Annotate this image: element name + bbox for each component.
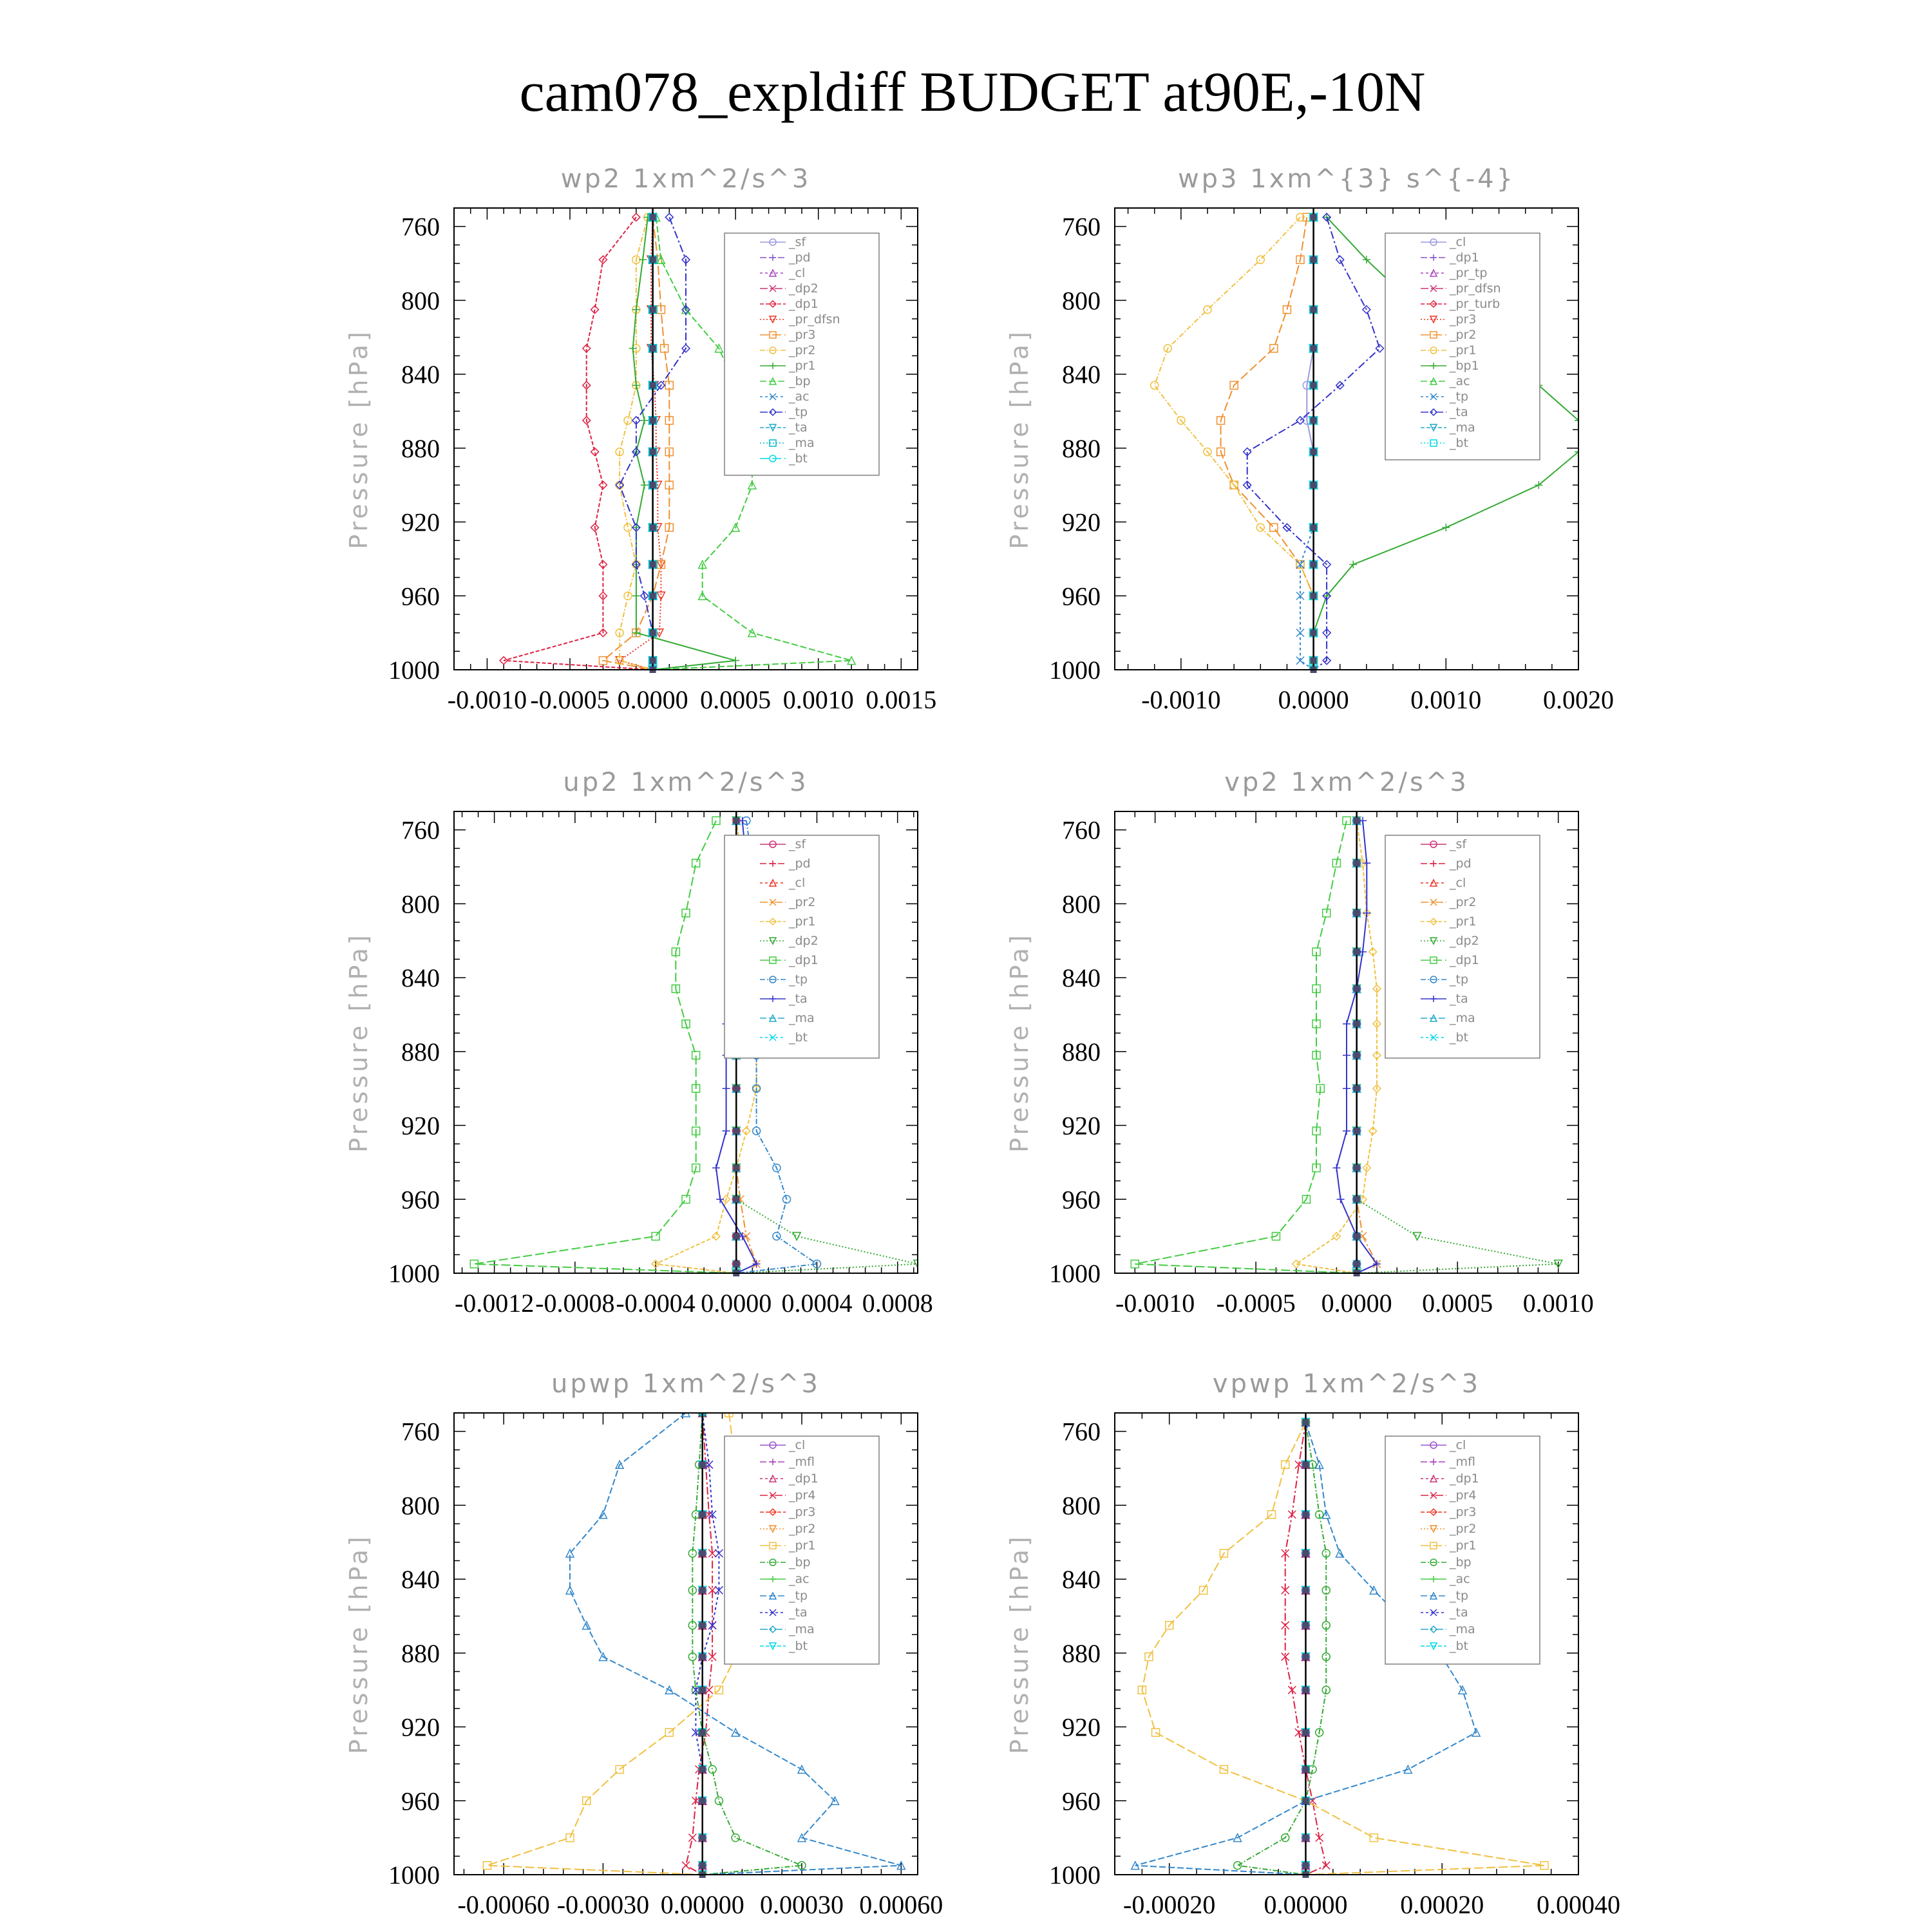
legend-label: _mfl: [789, 1455, 815, 1469]
legend-label: _bt: [1450, 1639, 1469, 1653]
legend-label: _pr2: [1450, 1522, 1477, 1536]
panel-title: vp2 1xm^2/s^3: [1224, 768, 1469, 797]
zero-marker: [699, 1835, 706, 1841]
legend-label: _dp1: [789, 297, 819, 311]
zero-marker: [699, 1511, 706, 1518]
zero-marker: [1311, 256, 1317, 263]
zero-marker: [1302, 1687, 1309, 1693]
zero-marker: [699, 1729, 706, 1736]
legend: [1385, 233, 1540, 460]
legend-label: _bt: [1450, 1030, 1469, 1045]
x-tick-label: -0.0008: [535, 1289, 615, 1318]
zero-marker: [1302, 1587, 1309, 1593]
zero-marker: [650, 345, 656, 352]
panel-title: wp3 1xm^{3} s^{-4}: [1177, 164, 1516, 194]
legend-label: _pr2: [789, 343, 816, 357]
zero-marker: [733, 817, 739, 824]
y-tick-label: 760: [401, 212, 440, 242]
x-tick-label: 0.0010: [1410, 685, 1482, 714]
legend-label: _pr_turb: [1450, 297, 1501, 311]
zero-marker: [650, 382, 656, 388]
legend-label: _cl: [789, 1438, 806, 1452]
legend-label: _dp2: [1450, 934, 1479, 948]
zero-marker: [650, 256, 656, 263]
legend-label: _pr_dfsn: [1450, 281, 1501, 296]
legend-label: _bt: [789, 451, 808, 466]
x-tick-label: 0.0010: [782, 685, 854, 714]
y-tick-label: 760: [1062, 1417, 1101, 1446]
y-tick-label: 880: [401, 433, 440, 463]
zero-marker: [1354, 1165, 1360, 1171]
chart-panel: [345, 164, 936, 714]
zero-marker: [1354, 1021, 1360, 1027]
series-line-pr_dfsn: [620, 217, 661, 670]
y-tick-label: 920: [1062, 1712, 1101, 1742]
zero-marker: [1354, 860, 1360, 866]
y-tick-label: 880: [1062, 433, 1101, 463]
x-tick-label: -0.00020: [1123, 1890, 1216, 1919]
x-tick-label: -0.0012: [454, 1289, 535, 1318]
series-line-bp: [1238, 1422, 1327, 1875]
x-tick-label: 0.0005: [1422, 1289, 1493, 1318]
y-tick-label: 800: [401, 1491, 440, 1520]
x-tick-label: 0.0000: [1278, 685, 1349, 714]
x-tick-label: 0.00030: [760, 1890, 844, 1919]
chart-panel: [1005, 1369, 1620, 1919]
data-point: [723, 1127, 730, 1135]
y-tick-label: 800: [401, 889, 440, 919]
legend-label: _ac: [1450, 374, 1470, 388]
data-point: [632, 592, 640, 600]
zero-marker: [1354, 1261, 1360, 1267]
zero-marker: [1302, 1550, 1309, 1557]
y-tick-label: 760: [401, 815, 440, 845]
zero-marker: [650, 592, 656, 599]
y-tick-label: 880: [1062, 1638, 1101, 1668]
chart-panels: [345, 164, 1620, 1919]
zero-marker: [1311, 345, 1317, 352]
legend-label: _pr2: [789, 895, 816, 909]
zero-marker: [1354, 985, 1360, 992]
x-tick-label: -0.00060: [457, 1890, 550, 1919]
x-tick-label: -0.0004: [616, 1289, 696, 1318]
legend-label: _bp: [789, 374, 811, 388]
legend-label: _dp2: [789, 281, 819, 296]
x-tick-label: 0.00000: [1264, 1890, 1348, 1919]
zero-marker: [1302, 1461, 1309, 1468]
legend-label: _bt: [1450, 436, 1469, 450]
data-point: [1256, 256, 1264, 263]
y-tick-label: 880: [401, 1037, 440, 1066]
x-tick-label: -0.0010: [1141, 685, 1221, 714]
y-tick-label: 920: [1062, 1111, 1101, 1141]
zero-marker: [1354, 817, 1360, 824]
legend-label: _cl: [1450, 876, 1466, 890]
zero-marker: [1354, 949, 1360, 955]
y-tick-label: 960: [401, 1185, 440, 1215]
zero-marker: [1311, 630, 1317, 636]
data-point: [682, 1862, 690, 1870]
legend-label: _pr1: [1450, 1539, 1477, 1553]
y-axis-label: Pressure [hPa]: [1005, 932, 1034, 1153]
data-point: [1296, 629, 1304, 637]
zero-marker: [650, 417, 656, 424]
zero-marker: [1311, 382, 1317, 388]
legend: [724, 1436, 879, 1664]
zero-marker: [699, 1461, 706, 1468]
legend-label: _sf: [1450, 837, 1467, 851]
legend-label: _ta: [789, 1605, 808, 1620]
y-axis-label: Pressure [hPa]: [1005, 328, 1034, 549]
series-line-dp1: [504, 217, 653, 670]
data-point: [715, 1549, 723, 1557]
legend-label: _bt: [789, 1030, 808, 1045]
legend-label: _ma: [789, 436, 815, 450]
series-line-ta: [696, 1413, 719, 1875]
legend-label: _pr_dfsn: [789, 312, 840, 327]
data-point: [639, 256, 647, 263]
zero-marker: [1302, 1862, 1309, 1869]
data-point: [1376, 345, 1383, 352]
zero-marker: [1311, 214, 1317, 220]
zero-marker: [699, 1654, 706, 1660]
zero-marker: [1354, 1085, 1360, 1092]
legend-label: _ac: [789, 390, 810, 404]
legend-label: _ta: [789, 421, 808, 435]
legend-label: _bp1: [1450, 359, 1479, 373]
zero-marker: [1302, 1797, 1309, 1804]
legend: [1385, 1436, 1540, 1664]
legend-label: _cl: [789, 266, 806, 280]
x-tick-label: 0.0000: [1321, 1289, 1392, 1318]
data-point: [1282, 1461, 1289, 1468]
legend-label: _pr3: [1450, 1505, 1477, 1519]
zero-marker: [699, 1587, 706, 1593]
legend-label: _pr4: [1450, 1488, 1477, 1502]
y-tick-label: 1000: [1049, 1259, 1101, 1288]
legend-label: _bp: [1450, 1555, 1472, 1569]
y-tick-label: 760: [1062, 815, 1101, 845]
x-tick-label: 0.0010: [1522, 1289, 1594, 1318]
legend-label: _ma: [1450, 421, 1475, 435]
chart-panel: [1005, 164, 1614, 714]
chart-panel: [345, 1369, 943, 1919]
series-line-dp1: [474, 820, 736, 1273]
x-tick-label: -0.0005: [1216, 1289, 1296, 1318]
data-point: [1343, 1084, 1350, 1092]
y-tick-label: 800: [1062, 1491, 1101, 1520]
zero-marker: [733, 1128, 739, 1134]
chart-panel: [1005, 768, 1594, 1318]
legend-label: _pr4: [789, 1488, 816, 1502]
series-line-pr4: [686, 1413, 712, 1875]
zero-marker: [1311, 524, 1317, 531]
data-point: [1332, 1164, 1340, 1172]
data-point: [657, 592, 665, 600]
zero-marker: [733, 1085, 739, 1092]
y-tick-label: 840: [1062, 360, 1101, 390]
legend-label: _ta: [1450, 405, 1468, 419]
zero-marker: [1311, 307, 1317, 313]
zero-marker: [1311, 562, 1317, 568]
zero-marker: [1302, 1766, 1309, 1773]
legend-label: _tp: [789, 405, 808, 419]
legend: [1385, 835, 1540, 1058]
zero-marker: [650, 307, 656, 313]
x-tick-label: -0.0010: [1115, 1289, 1195, 1318]
zero-marker: [733, 1261, 739, 1267]
legend-label: _pr2: [789, 1522, 816, 1536]
data-point: [1414, 1233, 1421, 1240]
zero-marker: [1302, 1654, 1309, 1660]
legend-label: _tp: [1450, 972, 1469, 987]
panel-title: upwp 1xm^2/s^3: [551, 1369, 820, 1399]
legend-label: _pr1: [789, 914, 816, 929]
legend-label: _ac: [789, 1572, 810, 1586]
y-tick-label: 960: [401, 1786, 440, 1816]
zero-marker: [650, 562, 656, 568]
y-tick-label: 880: [401, 1638, 440, 1668]
x-tick-label: 0.00020: [1400, 1890, 1484, 1919]
y-tick-label: 960: [1062, 1786, 1101, 1816]
y-tick-label: 1000: [388, 1259, 440, 1288]
y-tick-label: 1000: [388, 1861, 440, 1889]
zero-marker: [1302, 1835, 1309, 1841]
legend-label: _ma: [1450, 1011, 1475, 1025]
x-tick-label: 0.00000: [660, 1890, 744, 1919]
legend-label: _pr3: [1450, 312, 1477, 327]
y-tick-label: 1000: [388, 656, 440, 685]
legend-label: _pd: [789, 857, 811, 871]
x-tick-label: -0.0005: [530, 685, 610, 714]
zero-marker: [699, 1797, 706, 1804]
y-tick-label: 960: [1062, 1185, 1101, 1215]
x-tick-label: -0.0010: [447, 685, 527, 714]
legend-label: _cl: [789, 876, 806, 890]
zero-marker: [1354, 910, 1360, 916]
data-point: [1337, 1195, 1345, 1203]
legend-label: _mfl: [1450, 1455, 1475, 1469]
page-title: cam078_expldiff BUDGET at90E,-10N: [519, 61, 1426, 124]
data-point: [723, 1084, 730, 1092]
legend-label: _pr1: [789, 1539, 816, 1553]
data-point: [732, 1834, 739, 1842]
zero-marker: [650, 630, 656, 636]
zero-marker: [1302, 1419, 1309, 1425]
legend-label: _pr_tp: [1450, 266, 1488, 280]
x-tick-label: 0.0000: [701, 1289, 772, 1318]
legend-label: _dp2: [789, 934, 819, 948]
legend-label: _tp: [789, 1589, 808, 1603]
data-point: [632, 629, 640, 637]
zero-marker: [733, 1196, 739, 1202]
legend-label: _ma: [1450, 1622, 1475, 1636]
zero-marker: [699, 1862, 706, 1869]
data-point: [1322, 1862, 1330, 1870]
legend-label: _ta: [1450, 992, 1468, 1006]
zero-marker: [1311, 658, 1317, 664]
y-tick-label: 960: [401, 582, 440, 611]
y-tick-label: 920: [401, 1111, 440, 1141]
data-point: [716, 1195, 724, 1203]
y-tick-label: 920: [401, 1712, 440, 1742]
legend-label: _pr3: [789, 1505, 816, 1519]
series-line-cl: [1307, 217, 1313, 670]
y-tick-label: 760: [401, 1417, 440, 1446]
series-line-pr1: [1296, 820, 1377, 1273]
legend-label: _ac: [1450, 1572, 1470, 1586]
zero-marker: [650, 214, 656, 220]
legend-label: _tp: [1450, 1589, 1469, 1603]
zero-marker: [1302, 1729, 1309, 1736]
zero-marker: [1311, 417, 1317, 424]
y-tick-label: 840: [401, 1565, 440, 1595]
zero-marker: [1354, 1128, 1360, 1134]
zero-marker: [650, 658, 656, 664]
legend-label: _ma: [789, 1011, 815, 1025]
zero-marker: [1311, 482, 1317, 488]
data-point: [1343, 1127, 1350, 1135]
data-point: [715, 1797, 723, 1804]
legend-label: _cl: [1450, 235, 1466, 249]
legend-label: _bt: [789, 1639, 808, 1653]
y-axis-label: Pressure [hPa]: [1005, 1533, 1034, 1754]
legend-label: _pr3: [789, 328, 816, 342]
legend-label: _tp: [789, 972, 808, 987]
y-tick-label: 800: [1062, 889, 1101, 919]
data-point: [1343, 1052, 1350, 1059]
legend-label: _sf: [789, 837, 806, 851]
x-tick-label: -0.00030: [556, 1890, 650, 1919]
series-line-pr1: [633, 217, 735, 670]
data-point: [591, 448, 599, 456]
data-point: [641, 481, 649, 489]
x-tick-label: 0.0008: [862, 1289, 933, 1318]
legend-label: _ta: [1450, 1605, 1468, 1620]
data-point: [641, 417, 649, 424]
zero-marker: [1354, 1233, 1360, 1240]
y-tick-label: 800: [1062, 286, 1101, 316]
x-tick-label: 0.00060: [859, 1890, 943, 1919]
chart-panel: [345, 768, 933, 1318]
data-point: [632, 524, 640, 531]
zero-marker: [699, 1687, 706, 1693]
legend-label: _dp1: [789, 1472, 819, 1486]
zero-marker: [699, 1550, 706, 1557]
zero-marker: [1302, 1622, 1309, 1629]
legend-label: _ma: [789, 1622, 815, 1636]
legend-label: _ta: [789, 992, 808, 1006]
zero-marker: [1354, 1196, 1360, 1202]
data-point: [793, 1233, 800, 1240]
x-tick-label: 0.0004: [781, 1289, 853, 1318]
y-axis-label: Pressure [hPa]: [345, 932, 373, 1153]
data-point: [732, 657, 739, 665]
legend-label: _tp: [1450, 390, 1469, 404]
legend-label: _bp: [789, 1555, 811, 1569]
data-point: [688, 1834, 696, 1842]
y-axis-label: Pressure [hPa]: [345, 328, 373, 549]
x-tick-label: 0.0015: [866, 685, 937, 714]
zero-marker: [650, 449, 656, 455]
zero-marker: [1311, 592, 1317, 599]
legend: [724, 835, 879, 1058]
y-tick-label: 960: [1062, 582, 1101, 611]
panel-title: vpwp 1xm^2/s^3: [1212, 1369, 1481, 1399]
y-tick-label: 920: [1062, 507, 1101, 537]
y-tick-label: 1000: [1049, 1861, 1101, 1889]
legend-label: _pd: [789, 251, 811, 265]
y-tick-label: 760: [1062, 212, 1101, 242]
zero-marker: [1311, 449, 1317, 455]
x-tick-label: 0.0005: [700, 685, 772, 714]
x-tick-label: 0.0000: [617, 685, 688, 714]
data-point: [566, 1834, 574, 1842]
y-axis-label: Pressure [hPa]: [345, 1533, 373, 1754]
data-point: [1296, 657, 1304, 665]
y-tick-label: 800: [401, 286, 440, 316]
legend-label: _pr2: [1450, 328, 1477, 342]
legend-label: _dp1: [1450, 953, 1479, 967]
data-point: [712, 1164, 720, 1172]
data-point: [1343, 1020, 1350, 1028]
legend-label: _pr2: [1450, 895, 1477, 909]
legend-label: _pr1: [1450, 343, 1477, 357]
data-point: [1363, 909, 1370, 917]
data-point: [1151, 381, 1159, 389]
y-tick-label: 1000: [1049, 656, 1101, 685]
x-tick-label: 0.0020: [1543, 685, 1614, 714]
zero-marker: [699, 1766, 706, 1773]
panel-title: up2 1xm^2/s^3: [563, 768, 809, 797]
zero-marker: [1354, 1052, 1360, 1059]
series-line-pr1: [1155, 217, 1314, 670]
x-tick-label: 0.00040: [1537, 1890, 1620, 1919]
zero-marker: [650, 524, 656, 531]
y-tick-label: 920: [401, 507, 440, 537]
legend-label: _dp1: [1450, 251, 1479, 265]
panel-title: wp2 1xm^2/s^3: [560, 164, 811, 194]
legend-label: _sf: [789, 235, 806, 249]
y-tick-label: 840: [401, 963, 440, 993]
zero-marker: [650, 482, 656, 488]
y-tick-label: 840: [1062, 1565, 1101, 1595]
legend-label: _pd: [1450, 857, 1472, 871]
zero-marker: [1302, 1511, 1309, 1518]
legend-label: _dp1: [1450, 1472, 1479, 1486]
legend-label: _dp1: [789, 953, 819, 967]
legend-label: _cl: [1450, 1438, 1466, 1452]
series-line-dp1: [1135, 820, 1356, 1273]
y-tick-label: 840: [1062, 963, 1101, 993]
legend: [724, 233, 879, 475]
zero-marker: [733, 1165, 739, 1171]
data-point: [1442, 524, 1450, 531]
legend-label: _pr1: [789, 359, 816, 373]
zero-marker: [733, 1233, 739, 1240]
zero-marker: [699, 1622, 706, 1629]
data-point: [712, 1233, 720, 1240]
y-tick-label: 880: [1062, 1037, 1101, 1066]
series-line-pr1: [487, 1413, 752, 1875]
legend-label: _pr1: [1450, 914, 1477, 929]
y-tick-label: 840: [401, 360, 440, 390]
